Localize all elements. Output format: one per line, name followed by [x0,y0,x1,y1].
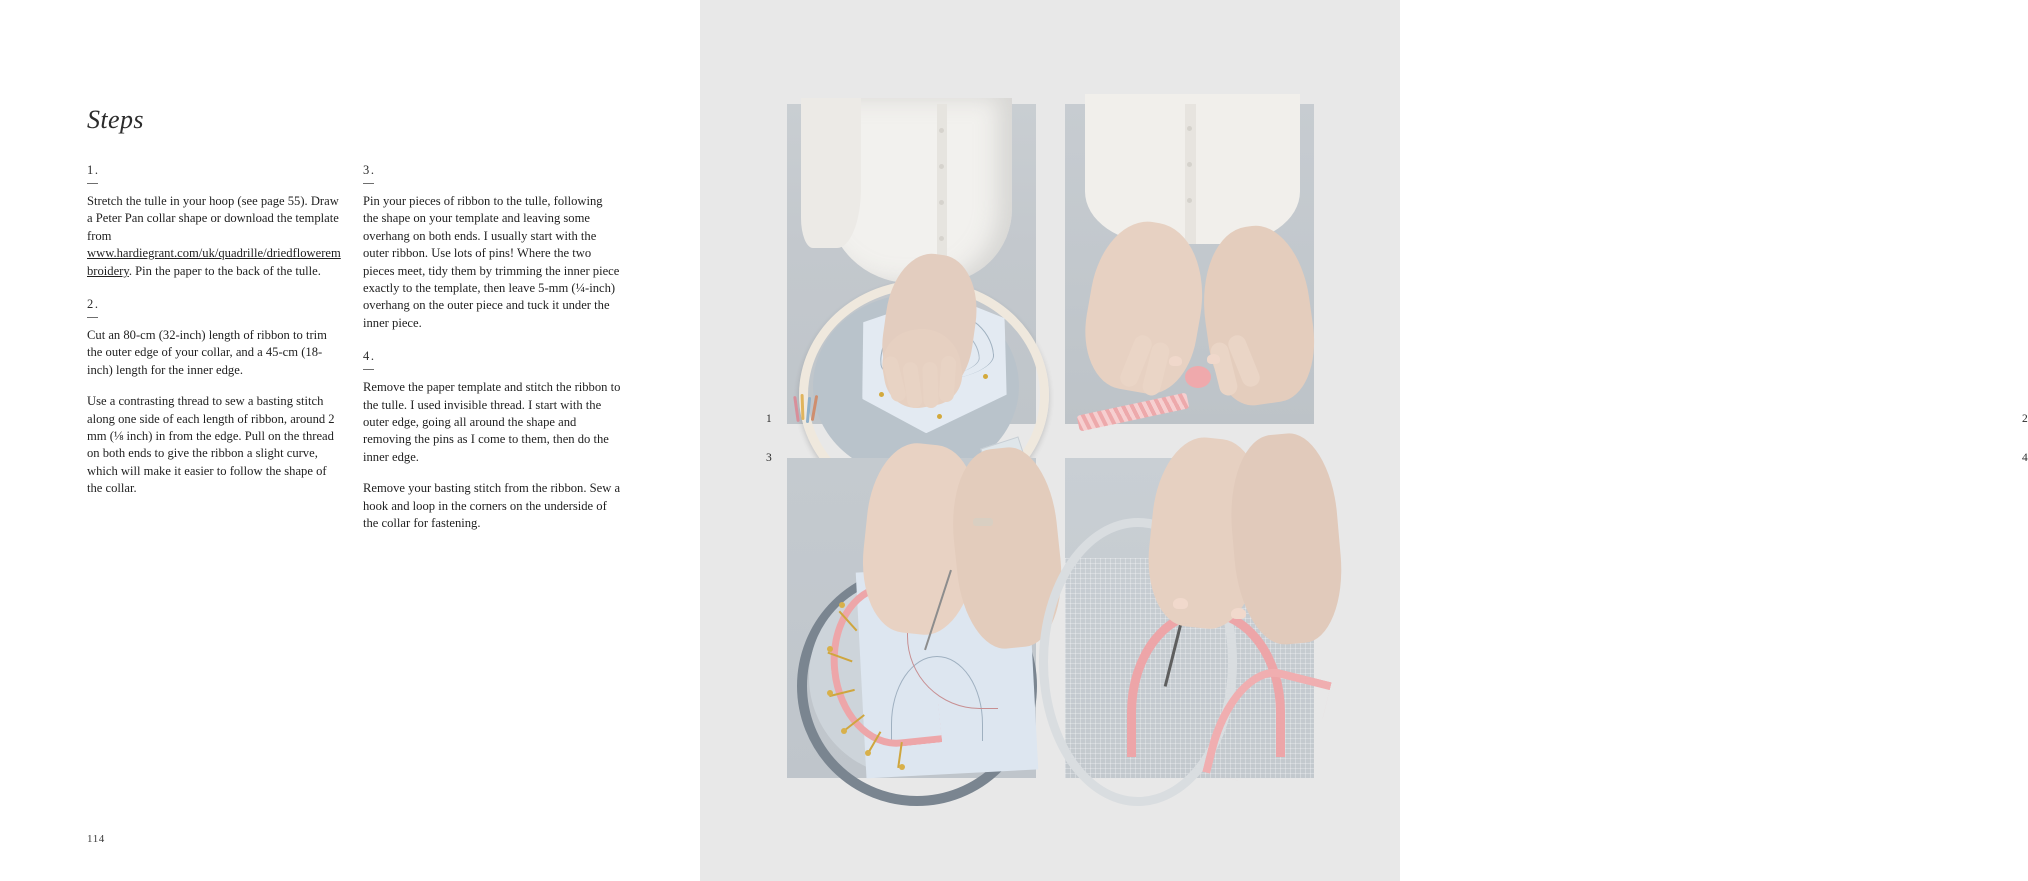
left-page [0,0,700,881]
step-item-1 [87,163,345,280]
step-paragraph: Use a contrasting thread to sew a basting stitch along one side of each length of ribbon, around 2 mm (⅛ inch) in from the edge. Pull on the thread on both ends to give the ribbon a slight curve, which will make it easier to follow the shape of the collar. [87,394,335,496]
photo-step-3 [787,458,1036,778]
template-download-link[interactable]: www.hardiegrant.com/uk/quadrille/driedflowerembroidery [87,246,341,278]
step-paragraph: Remove your basting stitch from the ribbon. Sew a hook and loop in the corners on the underside of the collar for fastening. [363,481,621,531]
step-number: 2. [87,297,100,312]
step-paragraph: Cut an 80-cm (32-inch) length of ribbon to trim the outer edge of your collar, and a 45-cm (18-inch) length for the inner edge. [87,328,327,377]
step-item-3 [363,163,621,332]
step-number: 1. [87,163,100,177]
steps-column-left [87,163,345,512]
photo-caption-3: 3 [766,452,772,464]
step-divider [87,183,98,184]
page-title: Steps [87,105,144,134]
step-divider [87,317,98,318]
step-paragraph [87,193,345,280]
photo-caption-1: 1 [766,413,772,425]
photo-step-4 [1065,458,1314,778]
photo-step-1 [787,104,1036,424]
step-paragraph: Pin your pieces of ribbon to the tulle, following the shape on your template and leaving some overhang on both ends. I usually start with the outer ribbon. Use lots of pins! Where the two pieces meet, tidy them by trimming the inner piece exactly to the template, then leave 5-mm (¼-inch) overhang on the outer piece and tuck it under the inner piece. [363,194,620,330]
step-text-before-link: Stretch the tulle in your hoop (see page 55). Draw a Peter Pan collar shape or download the template from [87,194,339,243]
photo-step-2 [1065,104,1314,424]
step-divider [363,183,374,184]
right-page [700,0,2028,881]
steps-column-right [363,163,621,547]
step-item-4 [363,349,621,532]
step-item-2 [87,297,345,498]
step-number: 4. [363,349,376,364]
page-number: 114 [87,833,105,845]
step-number: 3. [363,163,376,177]
step-paragraph: Remove the paper template and stitch the ribbon to the tulle. I used invisible thread. I start with the outer edge, going all around the shape and removing the pins as I come to them, then do the inner edge. [363,380,621,464]
step-text-after-link: . Pin the paper to the back of the tulle. [128,263,321,278]
step-divider [363,369,374,370]
photo-grid [787,104,1314,778]
photo-caption-4: 4 [2022,452,2028,464]
photo-caption-2: 2 [2022,413,2028,425]
